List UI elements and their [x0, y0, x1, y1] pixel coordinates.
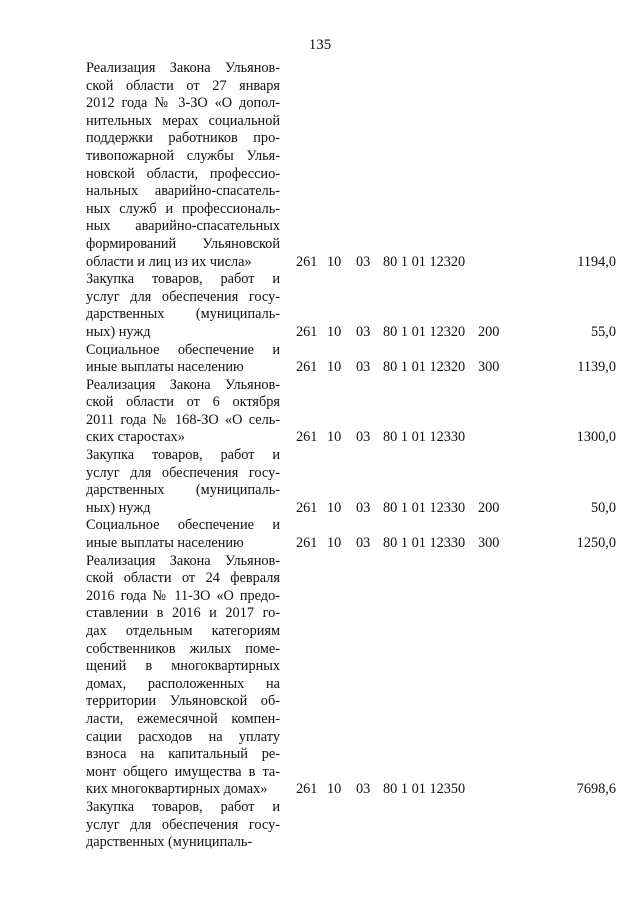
amount: 1250,0: [576, 535, 616, 552]
code-pr: 03: [356, 323, 371, 340]
table-row: [0, 799, 640, 852]
description-line: Закупка товаров, работ и: [86, 271, 280, 288]
amount: 1300,0: [576, 429, 616, 446]
description-line: Закупка товаров, работ и: [86, 798, 280, 815]
code-ved: 261: [296, 429, 318, 446]
description-line: нительных мерах социальной: [86, 112, 280, 129]
description-line: иные выплаты населению: [86, 359, 244, 376]
description-line: ласти, ежемесячной компен-: [86, 710, 280, 727]
description-line: поддержки работников про-: [86, 130, 280, 147]
row-codes: [0, 359, 640, 377]
description-line: ных) нужд: [86, 499, 151, 516]
code-pr: 03: [356, 535, 371, 552]
amount: 50,0: [590, 499, 616, 516]
row-codes: [0, 500, 640, 518]
code-csr: 80 1 01 12330: [383, 535, 466, 552]
row-codes: [0, 535, 640, 553]
description-line: взноса на капитальный ре-: [86, 746, 280, 763]
row-codes: [0, 429, 640, 447]
code-rz: 10: [327, 499, 342, 516]
description-line: ставлении в 2016 и 2017 го-: [86, 605, 280, 622]
amount: 1139,0: [577, 359, 616, 376]
description-line: ской области от 24 февраля: [86, 570, 280, 587]
description-line: собственников жилых поме-: [86, 640, 280, 657]
description-line: Реализация Закона Ульянов-: [86, 552, 280, 569]
code-rz: 10: [327, 359, 342, 376]
table-row: [0, 447, 640, 517]
page-number: 135: [308, 37, 332, 53]
code-rz: 10: [327, 253, 342, 270]
amount: 7698,6: [576, 781, 616, 798]
description-line: иные выплаты населению: [86, 535, 244, 552]
code-vr: 300: [478, 535, 500, 552]
code-pr: 03: [356, 253, 371, 270]
row-description: [86, 553, 280, 799]
amount: 1194,0: [577, 253, 616, 270]
code-rz: 10: [327, 535, 342, 552]
code-csr: 80 1 01 12320: [383, 323, 466, 340]
description-line: нальных аварийно-спасатель-: [86, 183, 280, 200]
table-row: [0, 60, 640, 271]
description-line: 2016 года № 11-ЗО «О предо-: [86, 587, 280, 604]
code-pr: 03: [356, 499, 371, 516]
table-row: [0, 271, 640, 341]
row-codes: [0, 254, 640, 272]
table-row: [0, 342, 640, 377]
code-ved: 261: [296, 499, 318, 516]
row-codes: [0, 834, 640, 852]
table-row: [0, 553, 640, 799]
code-rz: 10: [327, 323, 342, 340]
description-line: Социальное обеспечение и: [86, 341, 280, 358]
code-pr: 03: [356, 359, 371, 376]
description-line: монт общего имущества в та-: [86, 763, 280, 780]
description-line: формирований Ульяновской: [86, 235, 280, 252]
row-codes: [0, 324, 640, 342]
code-csr: 80 1 01 12320: [383, 253, 466, 270]
description-line: ных служб и профессиональ-: [86, 200, 280, 217]
description-line: дах отдельным категориям: [86, 623, 280, 639]
code-ved: 261: [296, 323, 318, 340]
description-line: ных аварийно-спасательных: [86, 218, 280, 235]
description-line: услуг для обеспечения госу-: [86, 816, 280, 833]
code-rz: 10: [327, 429, 342, 446]
description-line: сации расходов на уплату: [86, 728, 280, 745]
description-line: Социальное обеспечение и: [86, 517, 280, 534]
code-csr: 80 1 01 12350: [383, 781, 466, 798]
description-line: ской области от 27 января: [86, 77, 280, 94]
code-pr: 03: [356, 429, 371, 446]
description-line: услуг для обеспечения госу-: [86, 464, 280, 481]
description-line: Закупка товаров, работ и: [86, 447, 280, 464]
code-csr: 80 1 01 12320: [383, 359, 466, 376]
code-rz: 10: [327, 781, 342, 798]
description-line: ких многоквартирных домах»: [86, 781, 268, 798]
description-line: дарственных (муниципаль-: [86, 834, 253, 851]
code-csr: 80 1 01 12330: [383, 429, 466, 446]
description-line: дарственных (муниципаль-: [86, 306, 280, 323]
code-ved: 261: [296, 359, 318, 376]
description-line: дарственных (муниципаль-: [86, 482, 280, 499]
code-vr: 200: [478, 323, 500, 340]
code-vr: 300: [478, 359, 500, 376]
budget-table: [0, 60, 640, 852]
row-codes: [0, 781, 640, 799]
amount: 55,0: [590, 323, 616, 340]
table-row: [0, 377, 640, 447]
description-line: услуг для обеспечения госу-: [86, 288, 280, 305]
description-line: 2012 года № 3-ЗО «О допол-: [86, 95, 280, 112]
code-pr: 03: [356, 781, 371, 798]
table-row: [0, 517, 640, 552]
description-line: ных) нужд: [86, 323, 151, 340]
code-ved: 261: [296, 253, 318, 270]
description-line: 2011 года № 168-ЗО «О сель-: [86, 411, 280, 428]
code-vr: 200: [478, 499, 500, 516]
description-line: Реализация Закона Ульянов-: [86, 376, 280, 393]
description-line: щений в многоквартирных: [86, 658, 280, 675]
description-line: ских старостах»: [86, 429, 185, 446]
description-line: территории Ульяновской об-: [86, 693, 280, 710]
code-ved: 261: [296, 535, 318, 552]
code-csr: 80 1 01 12330: [383, 499, 466, 516]
description-line: ской области от 6 октября: [86, 394, 280, 411]
description-line: домах, расположенных на: [86, 675, 280, 692]
description-line: тивопожарной службы Улья-: [86, 147, 280, 164]
description-line: области и лиц из их числа»: [86, 253, 252, 270]
row-description: [86, 60, 280, 271]
code-ved: 261: [296, 781, 318, 798]
description-line: Реализация Закона Ульянов-: [86, 60, 280, 76]
description-line: новской области, профессио-: [86, 165, 280, 182]
